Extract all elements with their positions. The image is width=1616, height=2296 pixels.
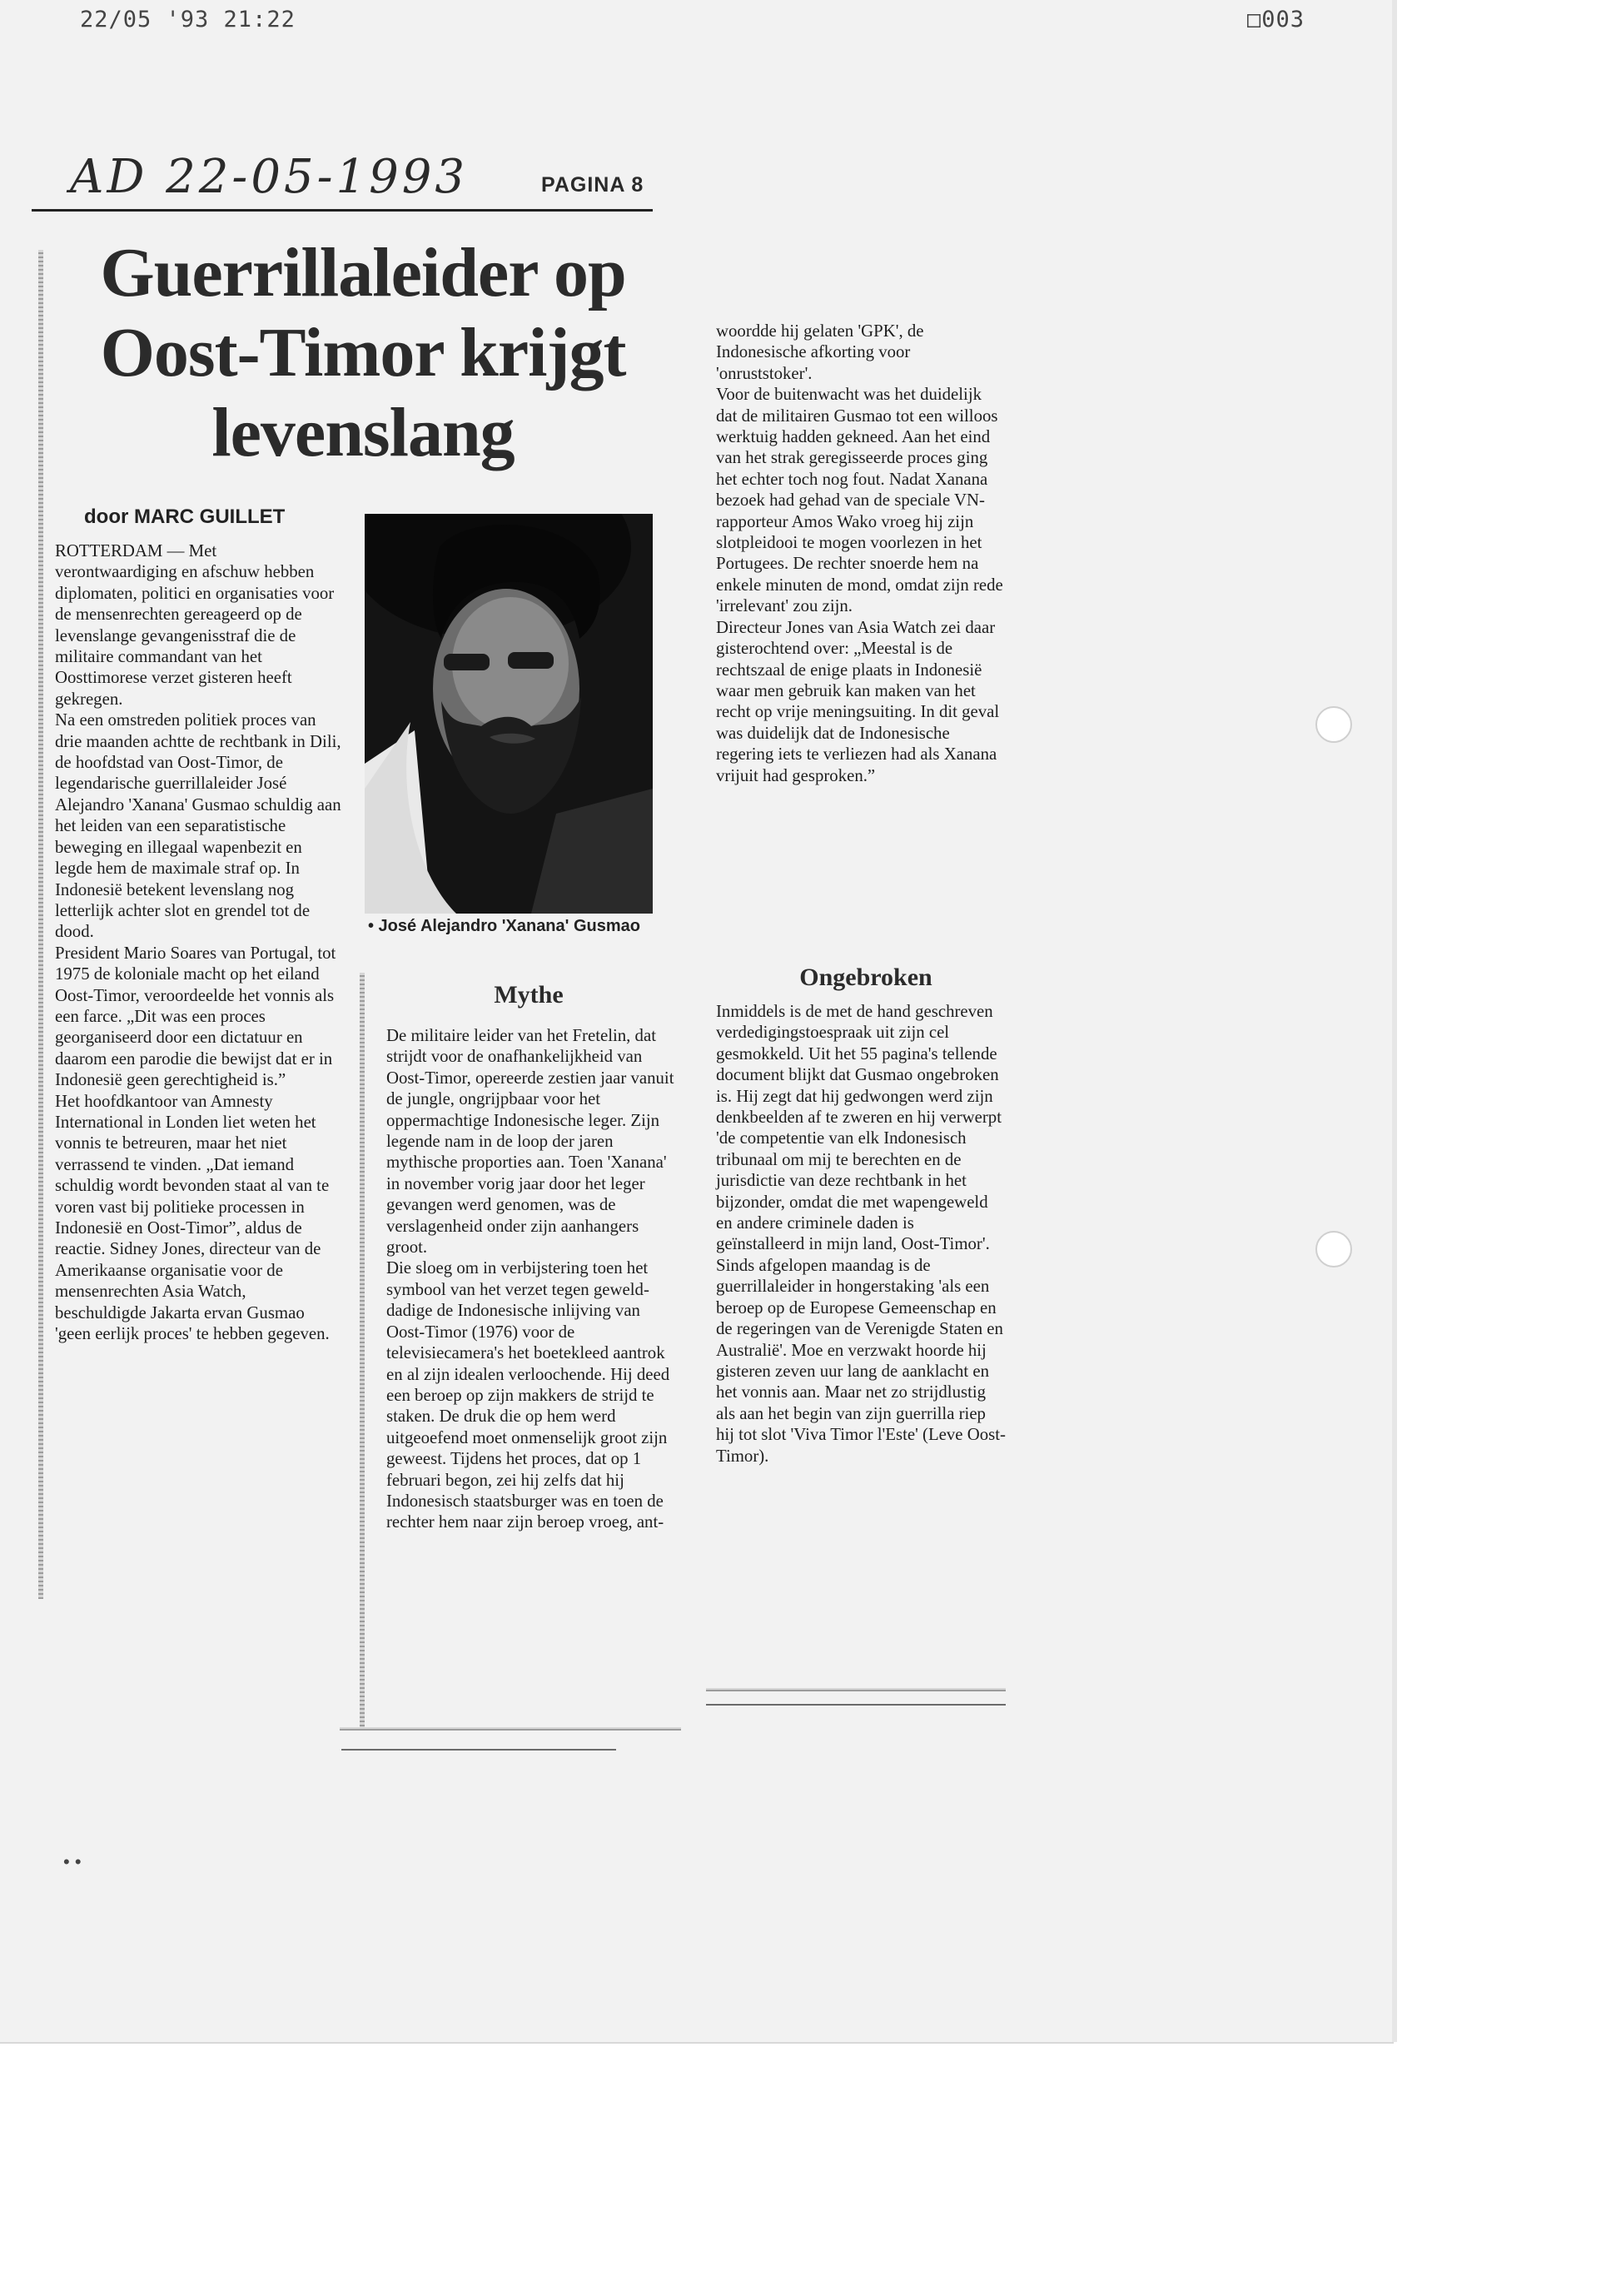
fax-page-number: □003 (1247, 7, 1305, 32)
article-byline: door MARC GUILLET (84, 506, 286, 528)
column-2-text: De militaire leider van het Fretelin, dat strijdt voor de onafhankelijkheid van Oost-Timor, opereerde zestien jaar vanuit de jungle, ongrijpbaar voor het oppermachtige Indonesische leger. Zijn legende nam in de loop der jaren mythische proporties aan. Toen 'Xanana' in november vorig jaar door het leger gevangen werd genomen, was de verslagenheid onder zijn aanhangers groot. Die sloeg om in verbijstering toen het symbool van het verzet tegen gewelddadige de Indonesische inlijving van Oost-Timor (1976) voor de televisiecamera's het boetekleed aantrok en al zijn idealen verloochende. Hij deed een beroep op zijn makkers de strijd te staken. De druk die op hem werd uitgeoefend moet onmenselijk groot zijn geweest. Tijdens het proces, dat op 1 februari begon, zei hij zelfs dat hij Indonesisch staatsburger was en toen de rechter hem naar zijn beroep vroeg, ant- (386, 1026, 674, 1532)
article-headline: Guerrillaleider op Oost-Timor krijgt levenslang (100, 234, 626, 471)
header-rule (32, 209, 653, 212)
margin-mark: • • (63, 1851, 82, 1872)
column-texture-left (38, 250, 43, 1599)
article-column-3 (716, 321, 1006, 786)
page-label: PAGINA 8 (541, 173, 644, 197)
article-column-2 (386, 1025, 674, 1533)
footer-rule (341, 1749, 616, 1751)
subhead-ongebroken: Ongebroken (799, 964, 932, 991)
handwritten-source-note: AD 22-05-1993 (70, 150, 469, 204)
article-column-3-continued (716, 1001, 1006, 1467)
column-1-text: ROTTERDAM — Met verontwaardiging en afschuw hebben diplomaten, politici en organisaties voor de mensenrechten gereageerd op de levenslange gevangenisstraf die de militaire commandant van het Oosttimorese verzet gisteren heeft gekregen. Na een omstreden politiek proces van drie maanden achtte de rechtbank in Dili, de hoofdstad van Oost-Timor, de legendarische guerrillaleider José Alejandro 'Xanana' Gusmao schuldig aan het leiden van een separatistische beweging en illegaal wapenbezit en legde hem de maximale straf op. In Indonesië betekent levenslang nog letterlijk achter slot en grendel tot de dood. President Mario Soares van Portugal, tot 1975 de koloniale macht op het eiland Oost-Timor, veroordeelde het vonnis als een farce. „Dit was een proces georganiseerd door een dictatuur en daarom een parodie die bewijst dat er in Indonesië geen gerechtigheid is.” Het hoofdkantoor van Amnesty International in Londen liet weten het vonnis te betreuren, maar het niet verrassend te vinden. „Dat iemand schuldig wordt bevonden staat al van te voren vast bij politieke processen in Indonesië en Oost-Timor”, aldus de reactie. Sidney Jones, directeur van de Amerikaanse organisatie voor de mensenrechten Asia Watch, beschuldigde Jakarta ervan Gusmao 'geen eerlijk proces' te hebben gegeven. (55, 541, 341, 1344)
column-3-footer-rule (706, 1704, 1006, 1706)
portrait-photo-image (365, 514, 653, 914)
photo-caption: • José Alejandro 'Xanana' Gusmao (368, 917, 640, 935)
page-edge-shadow (1392, 0, 1397, 2042)
column-3-text-a: woordde hij gelaten 'GPK', de Indonesische afkorting voor 'onruststoker'. Voor de buitenwacht was het duidelijk dat de militairen Gusmao tot een willoos werktuig hadden gekneed. Aan het eind van het strak geregisseerde proces ging het echter toch nog fout. Nadat Xanana bezoek had gehad van de speciale VN-rapporteur Amos Wako vroeg hij zijn slotpleidooi te mogen voorlezen in het Portugees. De rechter snoerde hem na enkele minuten de mond, omdat zijn rede 'irrelevant' zou zijn. Directeur Jones van Asia Watch zei daar gisterochtend over: „Meestal is de rechtszaal de enige plaats in Indonesië waar men gebruik kan maken van het recht op vrije meningsuiting. In dit geval was duidelijk dat de Indonesische regering iets te verliezen had als Xanana vrijuit had gesproken.” (716, 321, 1003, 785)
punch-hole-lower (1315, 1231, 1352, 1268)
column-texture-middle (360, 973, 365, 1731)
portrait-photo (365, 514, 653, 914)
column-2-end-texture (340, 1727, 681, 1731)
column-3-text-b: Inmiddels is de met de hand geschreven verdedigingstoespraak uit zijn cel gesmokkeld. Uit het 55 pagina's tellende document blijkt dat Gusmao ongebroken is. Hij zegt dat hij gedwongen werd zijn denkbeelden af te zweren en hij verwerpt 'de competentie van elk Indonesisch tribunaal om mij te berechten en de jurisdictie van deze rechtbank in het bijzonder, omdat die met wapengeweld en andere criminele daden is geïnstalleerd in mijn land, Oost-Timor'. Sinds afgelopen maandag is de guerrillaleider in hongerstaking 'als een beroep op de Europese Gemeenschap en de regeringen van de Verenigde Staten en Australië'. Moe en verzwakt hoorde hij gisteren zeven uur lang de aanklacht en het vonnis aan. Maar net zo strijdlustig als aan het begin van zijn guerrilla riep hij tot slot 'Viva Timor l'Este' (Leve Oost-Timor). (716, 1002, 1006, 1466)
fax-timestamp: 22/05 '93 21:22 (80, 7, 296, 32)
punch-hole-upper (1315, 706, 1352, 743)
column-3-end-texture (706, 1688, 1006, 1691)
subhead-mythe: Mythe (494, 981, 564, 1009)
article-column-1 (55, 540, 341, 1344)
